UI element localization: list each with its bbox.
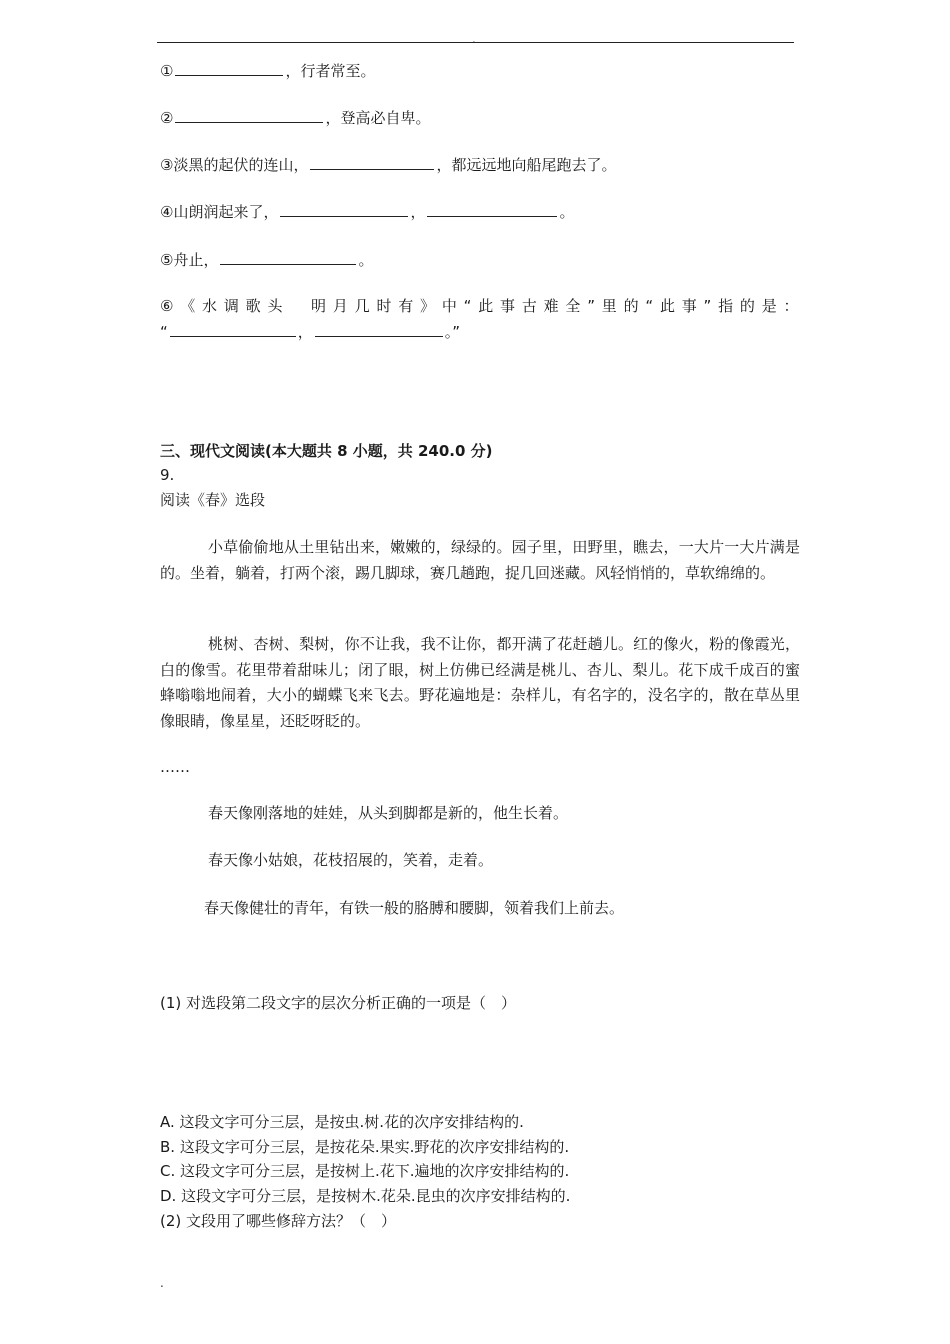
fill-item-4	[160, 200, 574, 223]
answer-blank[interactable]	[427, 200, 557, 217]
item-text: 。	[559, 203, 575, 221]
passage-paragraph-4: 春天像小姑娘，花枝招展的，笑着，走着。	[208, 851, 494, 869]
fill-item-2	[160, 106, 430, 129]
answer-blank[interactable]	[220, 248, 356, 265]
item-text: 。	[358, 251, 374, 269]
header-rule	[157, 42, 794, 43]
option-d[interactable]: D. 这段文字可分三层，是按树木.花朵.昆虫的次序安排结构的.	[160, 1187, 571, 1205]
fill-item-5	[160, 248, 373, 271]
passage-paragraph-1: 小草偷偷地从土里钻出来，嫩嫩的，绿绿的。园子里，田野里，瞧去，一大片一大片满是的。坐着，躺着，打两个滚，踢几脚球，赛几趟跑，捉几回迷藏。风轻悄悄的，草软绵绵的。	[160, 538, 800, 582]
item-text: ，行者常至。	[285, 62, 376, 80]
passage-paragraph-2: 桃树、杏树、梨树，你不让我，我不让你，都开满了花赶趟儿。红的像火，粉的像霞光，白的像雪。花里带着甜味儿；闭了眼，树上仿佛已经满是桃儿、杏儿、梨儿。花下成千成百的蜜蜂嗡嗡地闹着，大小的蝴蝶飞来飞去。野花遍地是：杂样儿，有名字的，没名字的，散在草丛里像眼睛，像星星，还眨呀眨的。	[160, 635, 800, 730]
item-text: ，	[410, 203, 426, 221]
section-heading: 三、现代文阅读(本大题共 8 小题，共 240.0 分)	[160, 442, 493, 460]
item-text: ，	[297, 323, 313, 341]
answer-blank[interactable]	[175, 106, 323, 123]
item-text: 。”	[444, 323, 461, 341]
item-text: ③淡黑的起伏的连山，	[160, 156, 309, 174]
fill-item-6-line2	[160, 320, 460, 343]
answer-blank[interactable]	[310, 153, 434, 170]
answer-blank[interactable]	[175, 59, 283, 76]
answer-blank[interactable]	[280, 200, 408, 217]
answer-blank[interactable]	[170, 320, 296, 337]
item-text: “	[160, 323, 168, 341]
option-a[interactable]: A. 这段文字可分三层，是按虫.树.花的次序安排结构的.	[160, 1113, 524, 1131]
passage-title: 阅读《春》选段	[160, 491, 266, 509]
passage-paragraph-3: 春天像刚落地的娃娃，从头到脚都是新的，他生长着。	[208, 804, 569, 822]
sub-question-1: (1) 对选段第二段文字的层次分析正确的一项是（ ）	[160, 994, 517, 1012]
footer-dot: .	[160, 1276, 164, 1290]
passage-paragraph-5: 春天像健壮的青年，有铁一般的胳膊和腰脚，领着我们上前去。	[204, 899, 625, 917]
item-number: ①	[160, 62, 174, 80]
fill-item-6-line1: ⑥《水调歌头 明月几时有》中“此事古难全”里的“此事”指的是：	[160, 297, 806, 315]
passage-ellipsis: ……	[160, 758, 190, 776]
item-text: ，登高必自卑。	[325, 109, 431, 127]
header-dot: .	[472, 32, 476, 46]
answer-blank[interactable]	[315, 320, 443, 337]
sub-question-2: (2) 文段用了哪些修辞方法？（ ）	[160, 1212, 397, 1230]
question-number: 9.	[160, 466, 175, 484]
fill-item-1	[160, 59, 375, 82]
option-c[interactable]: C. 这段文字可分三层，是按树上.花下.遍地的次序安排结构的.	[160, 1162, 570, 1180]
item-text: ⑤舟止，	[160, 251, 219, 269]
item-text: ④山朗润起来了，	[160, 203, 279, 221]
item-number: ②	[160, 109, 174, 127]
option-b[interactable]: B. 这段文字可分三层，是按花朵.果实.野花的次序安排结构的.	[160, 1138, 570, 1156]
item-text: ，都远远地向船尾跑去了。	[436, 156, 617, 174]
fill-item-3	[160, 153, 616, 176]
